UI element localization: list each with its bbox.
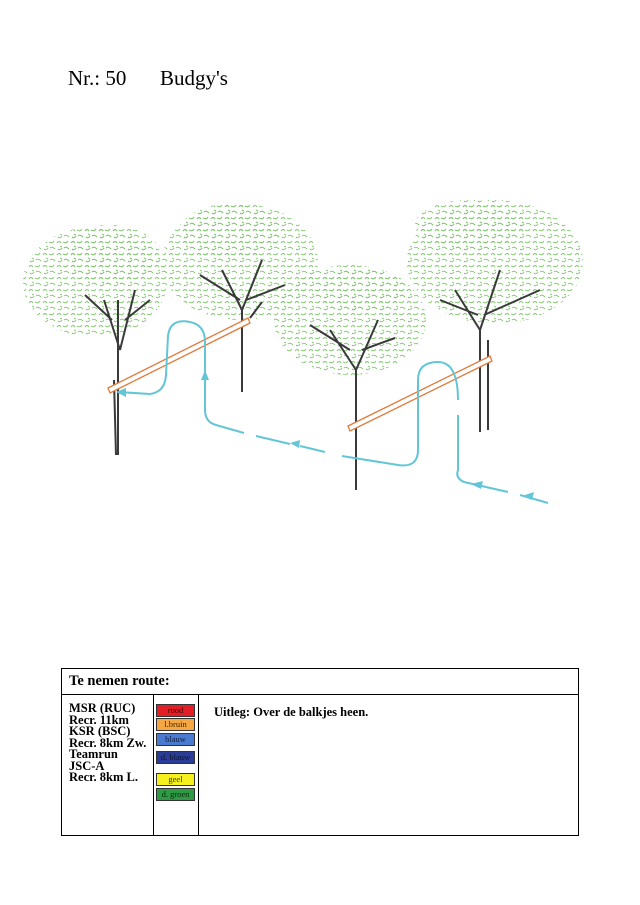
tree-4	[407, 200, 583, 432]
obstacle-name: Budgy's	[160, 66, 228, 90]
route-list	[69, 703, 146, 784]
color-swatch-dgroen: d. groen	[156, 788, 195, 801]
obstacle-drawing	[0, 190, 640, 530]
route-item: MSR (RUC)	[69, 701, 136, 715]
obstacle-number: Nr.: 50	[68, 66, 127, 90]
route-item: JSC-A	[69, 758, 105, 773]
color-swatch-rood: rood	[156, 704, 195, 717]
column-divider	[198, 695, 199, 835]
route-item: Recr. 8km L.	[69, 770, 138, 784]
color-swatch-geel: geel	[156, 773, 195, 786]
route-table	[61, 668, 579, 836]
tree-3	[274, 265, 426, 490]
route-item: Recr. 8km Zw.	[69, 735, 147, 750]
route-item: KSR (BSC)	[69, 724, 131, 738]
column-divider	[153, 695, 154, 835]
page-title	[68, 66, 228, 91]
tree-1	[23, 225, 167, 455]
color-swatch-blauw: blauw	[156, 733, 195, 746]
color-swatch-dblauw: d. blauw	[156, 751, 195, 764]
color-swatch-lbruin: l.bruin	[156, 718, 195, 731]
explanation-text: Uitleg: Over de balkjes heen.	[214, 705, 369, 719]
route-item: Teamrun	[69, 747, 118, 761]
route-item: Recr. 11km	[69, 712, 129, 727]
route-arrows	[116, 370, 534, 500]
route-table-heading: Te nemen route:	[62, 669, 578, 695]
